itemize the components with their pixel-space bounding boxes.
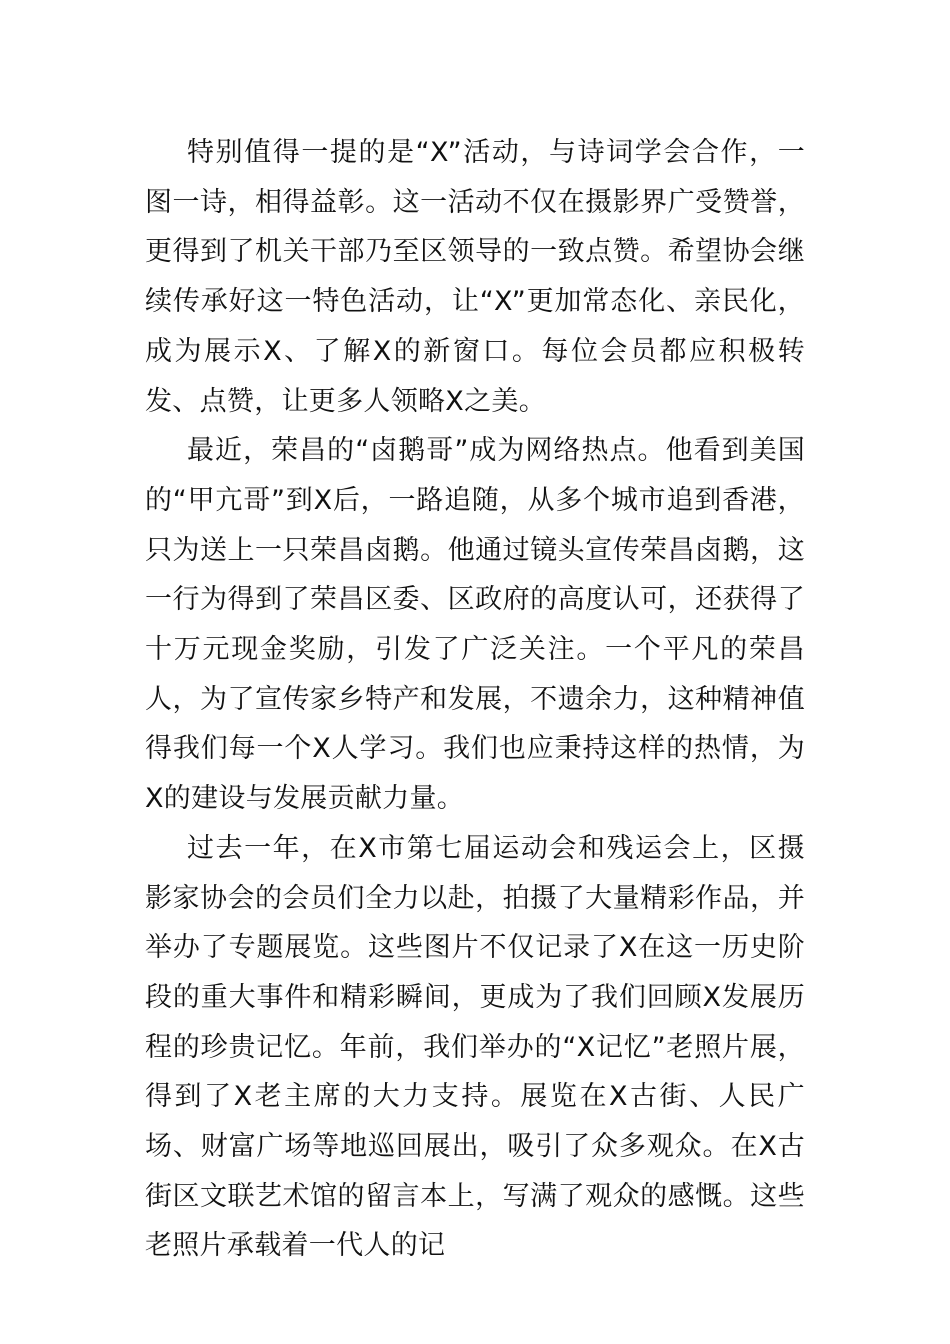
body-text: [145, 128, 805, 1271]
paragraph-x-activity: 特别值得一提的是“X”活动，与诗词学会合作，一图一诗，相得益彰。这一活动不仅在摄影界广受赞誉，更得到了机关干部乃至区领导的一致点赞。希望协会继续传承好这一特色活动，让“X”更加常态化、亲民化，成为展示X、了解X的新窗口。每位会员都应积极转发、点赞，让更多人领略X之美。: [145, 137, 805, 417]
paragraph-photo-exhibition: 过去一年，在X市第七届运动会和残运会上，区摄影家协会的会员们全力以赴，拍摄了大量精彩作品，并举办了专题展览。这些图片不仅记录了X在这一历史阶段的重大事件和精彩瞬间，更成为了我们回顾X发展历程的珍贵记忆。年前，我们举办的“X记忆”老照片展，得到了X老主席的大力支持。展览在X古街、人民广场、财富广场等地巡回展出，吸引了众多观众。在X古街区文联艺术馆的留言本上，写满了观众的感慨。这些老照片承载着一代人的记: [145, 832, 805, 1262]
paragraph-luge-ge: 最近，荣昌的“卤鹅哥”成为网络热点。他看到美国的“甲亢哥”到X后，一路追随，从多个城市追到香港，只为送上一只荣昌卤鹅。他通过镜头宣传荣昌卤鹅，这一行为得到了荣昌区委、区政府的高度认可，还获得了十万元现金奖励，引发了广泛关注。一个平凡的荣昌人，为了宣传家乡特产和发展，不遗余力，这种精神值得我们每一个X人学习。我们也应秉持这样的热情，为X的建设与发展贡献力量。: [145, 435, 805, 815]
